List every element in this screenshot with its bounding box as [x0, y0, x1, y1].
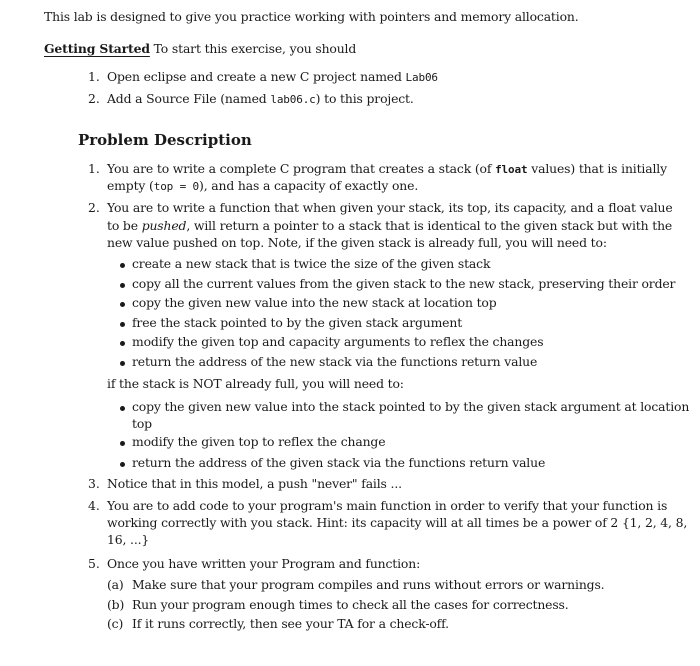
bullet-dot — [120, 302, 125, 307]
not-full-bullet-1-line-2: top — [132, 416, 152, 431]
getting-started-line — [44, 41, 356, 57]
pd-item-2-l2-emphasis: pushed — [141, 218, 187, 233]
pd-item-4-line-1: You are to add code to your program's main function in order to verify that your function is — [107, 498, 668, 513]
pd-item-1-l2-text-b: ), and has a capacity of exactly one. — [199, 178, 419, 193]
pd-item-5-sub-b: Run your program enough times to check all the cases for correctness. — [132, 597, 569, 612]
gs-item-1-number: 1. — [88, 69, 100, 84]
bullet-dot — [120, 406, 125, 411]
gs-item-1 — [107, 69, 438, 86]
pd-item-1-l2-code: top = 0 — [153, 180, 200, 193]
pd-item-5-number: 5. — [88, 556, 100, 571]
bullet-dot — [120, 283, 125, 288]
bullet-dot — [120, 462, 125, 467]
pd-item-4-line-2: working correctly with you stack. Hint: its capacity will at all times be a power of 2 {1, 2, 4, 8, — [107, 515, 688, 530]
not-full-bullet-1-line-1: copy the given new value into the stack pointed to by the given stack argument at location — [132, 399, 690, 414]
pd-item-5-sub-b-label: (b) — [107, 597, 125, 612]
bullet-dot — [120, 441, 125, 446]
intro-text: This lab is designed to give you practice working with pointers and memory allocation. — [44, 9, 579, 24]
pd-item-5-sub-c: If it runs correctly, then see your TA for a check-off. — [132, 616, 449, 631]
bullet-dot — [120, 341, 125, 346]
pd-item-1-number: 1. — [88, 161, 100, 176]
pd-item-1-text-b: values) that is initially — [527, 161, 667, 176]
pd-item-5-sub-a: Make sure that your program compiles and runs without errors or warnings. — [132, 577, 605, 592]
full-bullet-2: copy all the current values from the given stack to the new stack, preserving their order — [132, 276, 676, 291]
gs-item-2-code: lab06.c — [270, 93, 316, 106]
pd-item-4-line-3: 16, ...} — [107, 532, 150, 547]
pd-item-3-number: 3. — [88, 476, 100, 491]
not-full-intro: if the stack is NOT already full, you will need to: — [107, 376, 404, 391]
pd-item-2-line-1: You are to write a function that when given your stack, its top, its capacity, and a float value — [107, 200, 673, 215]
pd-item-1-line-1 — [107, 161, 667, 178]
pd-item-4-number: 4. — [88, 498, 100, 513]
gs-item-1-code: Lab06 — [405, 71, 438, 84]
full-bullet-3: copy the given new value into the new stack at location top — [132, 295, 497, 310]
pd-item-1-l2-text-a: empty ( — [107, 178, 154, 193]
pd-item-2-number: 2. — [88, 200, 100, 215]
not-full-bullet-2: modify the given top to reflex the change — [132, 434, 386, 449]
bullet-dot — [120, 322, 125, 327]
full-bullet-6: return the address of the new stack via the functions return value — [132, 354, 538, 369]
gs-item-2 — [107, 91, 414, 108]
getting-started-heading: Getting Started — [44, 41, 150, 56]
bullet-dot — [120, 361, 125, 366]
full-bullet-4: free the stack pointed to by the given stack argument — [132, 315, 463, 330]
pd-item-3: Notice that in this model, a push "never" fails ... — [107, 476, 402, 491]
gs-item-2-number: 2. — [88, 91, 100, 106]
pd-item-2-line-3: new value pushed on top. Note, if the given stack is already full, you will need to: — [107, 235, 607, 250]
problem-description-heading: Problem Description — [78, 131, 252, 149]
full-bullet-1: create a new stack that is twice the size of the given stack — [132, 256, 491, 271]
gs-item-1-text: Open eclipse and create a new C project named — [107, 69, 406, 84]
gs-item-2-text-a: Add a Source File (named — [107, 91, 271, 106]
full-bullet-5: modify the given top and capacity arguments to reflex the changes — [132, 334, 544, 349]
pd-item-5-sub-a-label: (a) — [107, 577, 124, 592]
pd-item-5-sub-c-label: (c) — [107, 616, 124, 631]
pd-item-1-line-2 — [107, 178, 418, 195]
bullet-dot — [120, 263, 125, 268]
getting-started-lead: To start this exercise, you should — [153, 41, 357, 56]
pd-item-2-l2-text-b: , will return a pointer to a stack that is identical to the given stack but with the — [186, 218, 673, 233]
pd-item-2-line-2 — [107, 218, 672, 234]
pd-item-1-code: float — [495, 163, 528, 176]
gs-item-2-text-b: ) to this project. — [315, 91, 414, 106]
pd-item-2-l2-text-a: to be — [107, 218, 142, 233]
pd-item-1-text-a: You are to write a complete C program that creates a stack (of — [107, 161, 496, 176]
not-full-bullet-3: return the address of the given stack via the functions return value — [132, 455, 546, 470]
pd-item-5: Once you have written your Program and function: — [107, 556, 421, 571]
